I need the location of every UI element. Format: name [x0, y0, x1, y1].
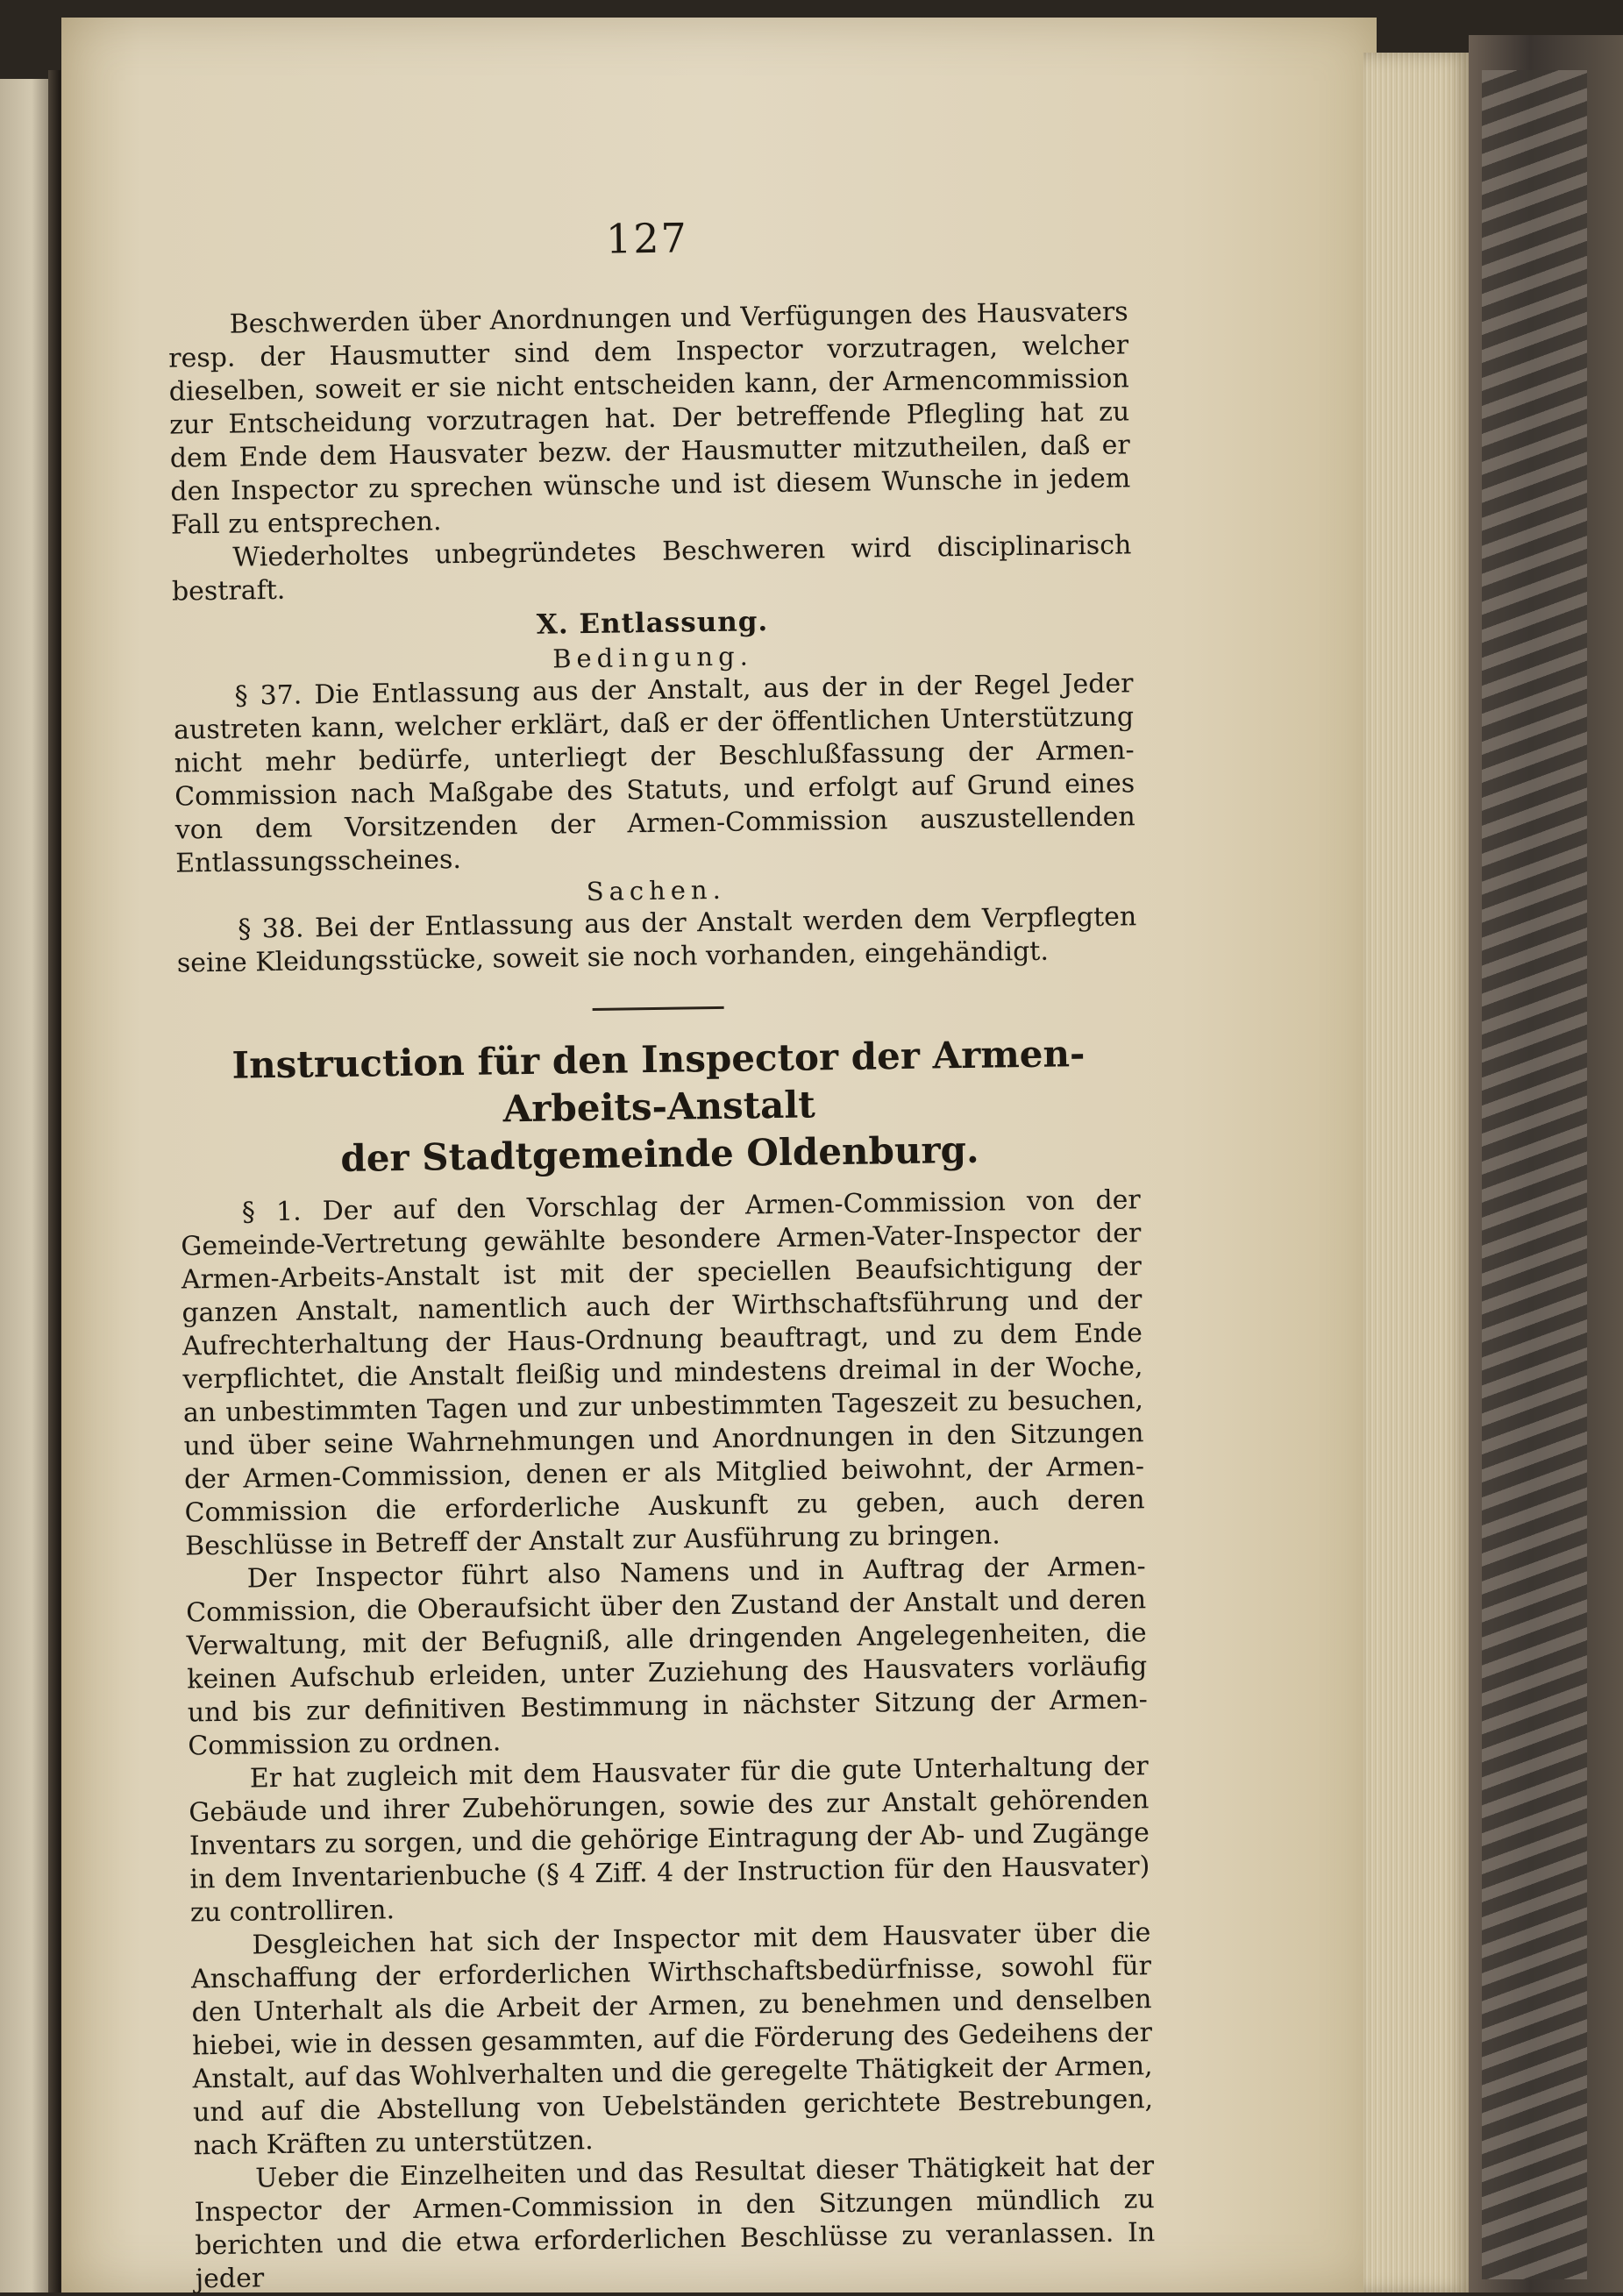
paragraph-37: § 37. Die Entlassung aus der Anstalt, aus der in der Regel Jeder austreten kann, welcher erklärt, daß er der öffentlichen Unterstützung nicht mehr bedürfe, unterliegt der Beschlußfassung der Armen-Commission nach Maßgabe des Statuts, und erfolgt auf Grund eines von dem Vorsitzenden der Armen-Commission auszustellenden Entlassungsscheines. — [173, 668, 1135, 879]
instruction-title-line-1: Instruction für den Inspector der Armen-Arbeits-Anstalt — [231, 1032, 1086, 1131]
instruction-paragraph-3: Er hat zugleich mit dem Hausvater für die gute Unterhaltung der Gebäude und ihrer Zubehörungen, sowie des zur Anstalt gehörenden Inventars zu sorgen, und die gehörige Eintragung der Ab- und Zugänge in dem Inventarienbuche (§ 4 Ziff. 4 der Instruction für den Hausvater) zu controlliren. — [189, 1751, 1150, 1929]
subheading-bedingung: Bedingung. — [552, 641, 754, 674]
instruction-paragraph-5: Ueber die Einzelheiten und das Resultat dieser Thätigkeit hat der Inspector der Armen-Commission in den Sitzungen mündlich zu berichten und die etwa erforderlichen Beschlüsse zu veranlassen. In jeder — [194, 2150, 1156, 2295]
subheading-sachen: Sachen. — [586, 874, 727, 907]
page-number: 127 — [605, 214, 689, 263]
cover-pattern — [1482, 70, 1587, 2279]
paragraph-complaints: Beschwerden über Anordnungen und Verfügungen des Hausvaters resp. der Hausmutter sind dem Inspector vorzutragen, welcher dieselben, soweit er sie nicht entscheiden kann, der Armencommission zur Entscheidung vorzutragen hat. Der betreffende Pflegling hat zu dem Ende dem Hausvater bezw. der Hausmutter mitzutheilen, daß er den Inspector zu sprechen wünsche und ist diesem Wunsche in jedem Fall zu entsprechen. — [167, 296, 1131, 541]
instruction-paragraph-1: § 1. Der auf den Vorschlag der Armen-Commission von der Gemeinde-Vertretung gewählte besondere Armen-Vater-Inspector der Armen-Arbeits-Anstalt ist mit der speciellen Beaufsichtigung der ganzen Anstalt, namentlich auch der Wirthschaftsführung und der Aufrechterhaltung der Haus-Ordnung beauftragt, und zu dem Ende verpflichtet, die Anstalt fleißig und mindestens dreimal in der Woche, an unbestimmten Tagen und zur unbestimmten Tageszeit zu besuchen, und über seine Wahrnehmungen und Anordnungen in den Sitzungen der Armen-Commission, denen er als Mitglied beiwohnt, der Armen-Commission die erforderliche Auskunft zu geben, auch deren Beschlüsse in Betreff der Anstalt zur Ausführung zu bringen. — [181, 1184, 1145, 1562]
paragraph-repeated-complaints: Wiederholtes unbegründetes Beschweren wird disciplinarisch bestraft. — [171, 530, 1132, 608]
instruction-paragraph-2: Der Inspector führt also Namens und in Auftrag der Armen-Commission, die Oberaufsicht über den Zustand der Anstalt und deren Verwaltung, mit der Befugniß, alle dringenden Angelegenheiten, die keinen Aufschub erleiden, unter Zuziehung des Hausvaters vorläufig und bis zur definitiven Bestimmung in nächster Sitzung der Armen-Commission zu ordnen. — [185, 1551, 1148, 1762]
instruction-paragraph-4: Desgleichen hat sich der Inspector mit dem Hausvater über die Anschaffung der erforderlichen Wirthschaftsbedürfnisse, sowohl für den Unterhalt als die Arbeit der Armen, zu benehmen und denselben hiebei, wie in dessen gesammten, auf die Förderung des Gedeihens der Anstalt, auf das Wohlverhalten und die geregelte Thätigkeit der Armen, und auf die Abstellung von Uebelständen gerichtete Bestrebungen, nach Kräften zu unterstützen. — [190, 1917, 1154, 2162]
section-divider — [592, 1006, 723, 1011]
instruction-title-line-2: der Stadtgemeinde Oldenburg. — [340, 1127, 979, 1180]
page-edges — [1363, 53, 1469, 2292]
facing-page-edge — [0, 79, 53, 2292]
paragraph-38: § 38. Bei der Entlassung aus der Anstalt werden dem Verpflegten seine Kleidungsstücke, soweit sie noch vorhanden, eingehändigt. — [176, 901, 1137, 979]
body-text — [167, 295, 1156, 2296]
section-heading-entlassung: X. Entlassung. — [536, 606, 769, 641]
instruction-title — [178, 1029, 1140, 1184]
